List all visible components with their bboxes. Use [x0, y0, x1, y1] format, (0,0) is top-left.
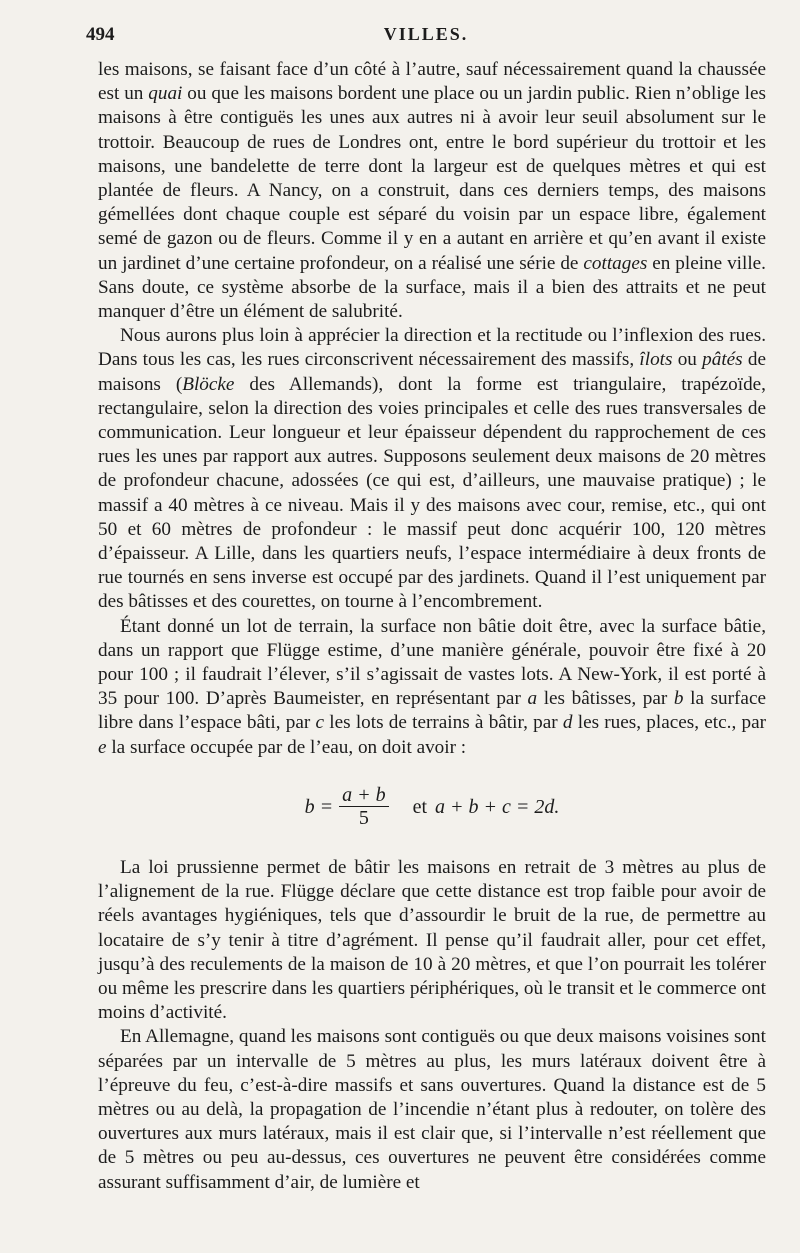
- paragraph-text: ou: [672, 349, 703, 371]
- italic-term: îlots: [639, 349, 673, 371]
- formula-connector: et: [412, 795, 428, 818]
- formula-denominator: 5: [358, 807, 369, 830]
- italic-term: pâtés: [702, 349, 743, 371]
- page-number: 494: [86, 24, 115, 45]
- formula-numerator: a + b: [339, 784, 389, 807]
- paragraph: [98, 58, 766, 324]
- body-text: [98, 58, 766, 1195]
- paragraph-text: en pleine ville. Sans doute, ce système absorbe de la surface, mais il a bien des attraits et ne peut manquer d’être un élément de salubrité.: [98, 252, 766, 323]
- paragraph: [98, 1025, 766, 1194]
- italic-term: b: [673, 688, 684, 710]
- paragraph: [98, 856, 766, 1025]
- paragraph-text: de maisons (: [98, 349, 766, 395]
- paragraph-text: Nous aurons plus loin à apprécier la direction et la rectitude ou l’inflexion des rues. Dans tous les cas, les rues circonscrivent nécessairement des massifs,: [98, 325, 766, 371]
- paragraph-text: ou que les maisons bordent une place ou un jardin public. Rien n’oblige les maisons à être contiguës les unes aux autres ni à avoir leur seuil absolument sur le trottoir. Beaucoup de rues de Londres ont, entre le bord supérieur du trottoir et les maisons, une bandelette de terre dont la largeur est de quelques mètres et qui est plantée de fleurs. A Nancy, on a construit, dans ces derniers temps, des maisons gémellées dont chaque couple est séparé du voisin par un espace libre, également semé de gazon ou de fleurs. Comme il y en a autant en arrière et qu’en avant il existe un jardinet d’une certaine profondeur, on a réalisé une série de: [98, 83, 766, 274]
- italic-term: cottages: [583, 252, 648, 274]
- italic-term: quai: [148, 83, 183, 105]
- formula-fraction: [339, 784, 389, 829]
- italic-term: d: [562, 712, 573, 734]
- paragraph-text: les maisons, se faisant face d’un côté à l’autre, sauf nécessairement quand la chaussée est un: [98, 59, 766, 105]
- paragraph: [98, 615, 766, 760]
- paragraph-text: des Allemands), dont la forme est triangulaire, trapézoïde, rectangulaire, selon la direction des voies principales et celle des rues transversales de communication. Leur longueur et leur épaisseur dépendent du rapprochement de ces rues les unes par rapport aux autres. Supposons seulement deux maisons de 20 mètres de profondeur chacune, adossées (ce qui est, d’ailleurs, une mauvaise pratique) ; le massif a 40 mètres à ce niveau. Mais il y des maisons avec cour, remise, etc., qui ont 50 et 60 mètres de profondeur : le massif peut donc acquérir 100, 120 mètres d’épaisseur. A Lille, dans les quartiers neufs, l’espace intermédiaire à deux fronts de rue tournés en sens inverse est occupé par des jardinets. Quand il l’est uniquement par des bâtisses et des courettes, on tourne à l’encombrement.: [98, 373, 766, 613]
- paragraph-text: les bâtisses, par: [537, 688, 674, 710]
- italic-term: c: [315, 712, 325, 734]
- paragraph-text: la surface occupée par de l’eau, on doit avoir :: [106, 736, 467, 758]
- paragraph-text: Étant donné un lot de terrain, la surface non bâtie doit être, avec la surface bâtie, dans un rapport que Flügge estime, d’une manière générale, pouvoir être fixé à 20 pour 100 ; il faudrait l’élever, s’il s’agissait de vastes lots. A New-York, il est porté à 35 pour 100. D’après Baumeister, en représentant par: [98, 615, 766, 710]
- paragraph-text: La loi prussienne permet de bâtir les maisons en retrait de 3 mètres au plus de l’alignement de la rue. Flügge déclare que cette distance est trop faible pour avoir de réels avantages hygiéniques, tels que d’assourdir le bruit de la rue, de permettre au locataire de s’y tenir à titre d’agrément. Il pense qu’il faudrait aller, pour cet effet, jusqu’à des reculements de la maison de 10 à 20 mètres, et que l’on pourrait les tolérer ou même les prescrire dans les quartiers périphériques, où le transit et le commerce ont moins d’activité.: [98, 856, 766, 1024]
- italic-term: e: [98, 736, 107, 758]
- paragraph: [98, 324, 766, 614]
- page-header: [86, 24, 766, 52]
- italic-term: a: [527, 688, 538, 710]
- paragraphs-before-formula: [98, 58, 766, 760]
- paragraph-text: la surface libre dans l’espace bâti, par: [98, 688, 766, 734]
- formula: [98, 770, 766, 844]
- formula-second-equation: a + b + c = 2d.: [435, 795, 560, 818]
- paragraphs-after-formula: [98, 856, 766, 1195]
- paragraph-text: les rues, places, etc., par: [572, 712, 766, 734]
- paragraph-text: En Allemagne, quand les maisons sont contiguës ou que deux maisons voisines sont séparées par un intervalle de 5 mètres au plus, les murs latéraux doivent être à l’épreuve du feu, c’est-à-dire massifs et sans ouvertures. Quand la distance est de 5 mètres ou au delà, la propagation de l’incendie n’étant plus à redouter, on tolère des ouvertures aux murs latéraux, mais il est clair que, si l’intervalle n’est réellement que de 5 mètres ou peu au-dessus, ces ouvertures ne peuvent être considérées comme assurant suffisamment d’air, de lumière et: [98, 1026, 766, 1193]
- paragraph-text: les lots de terrains à bâtir, par: [324, 712, 563, 734]
- running-title: VILLES.: [383, 24, 469, 44]
- formula-lhs: b =: [304, 795, 334, 818]
- italic-term: Blöcke: [182, 373, 235, 395]
